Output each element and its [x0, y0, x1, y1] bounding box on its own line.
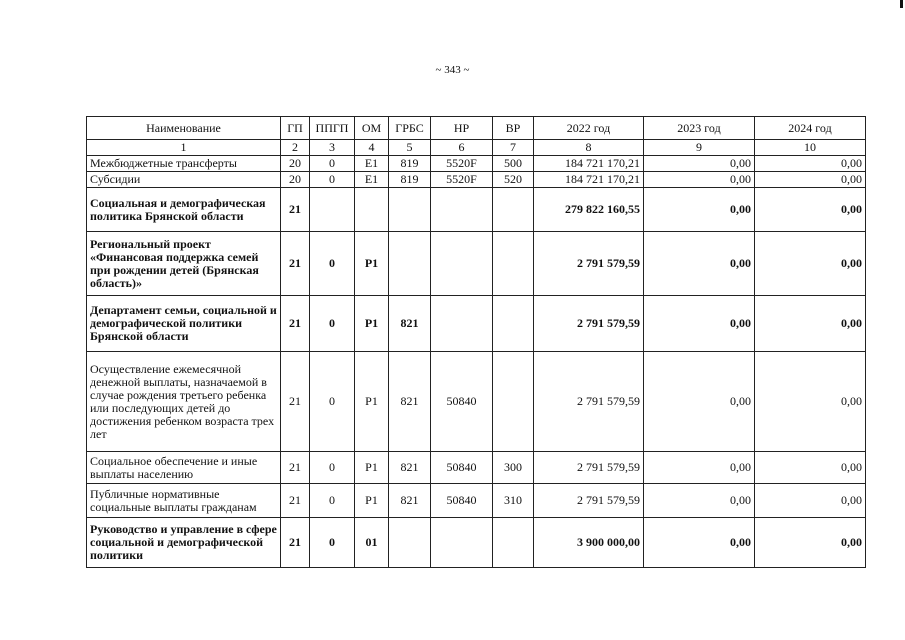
row-name: Региональный проект «Финансовая поддержка семей при рождении детей (Брянская область)» [87, 232, 281, 296]
row-vr: 300 [493, 452, 534, 484]
row-nr: 5520F [431, 156, 493, 172]
page-number: ~ 343 ~ [435, 64, 470, 76]
row-name: Субсидии [87, 172, 281, 188]
row-2022: 279 822 160,55 [534, 188, 644, 232]
row-vr [493, 188, 534, 232]
header-2024: 2024 год [755, 117, 866, 140]
row-name: Социальное обеспечение и иные выплаты населению [87, 452, 281, 484]
row-ppgp: 0 [310, 172, 355, 188]
row-2023: 0,00 [644, 452, 755, 484]
row-2023: 0,00 [644, 232, 755, 296]
table-row [87, 518, 866, 568]
row-2022: 2 791 579,59 [534, 484, 644, 518]
column-number: 5 [389, 140, 431, 156]
column-number: 3 [310, 140, 355, 156]
row-om: P1 [355, 452, 389, 484]
row-vr: 520 [493, 172, 534, 188]
row-nr [431, 296, 493, 352]
row-2022: 184 721 170,21 [534, 172, 644, 188]
table-row [87, 452, 866, 484]
row-grbs: 819 [389, 156, 431, 172]
row-name: Публичные нормативные социальные выплаты гражданам [87, 484, 281, 518]
row-om: P1 [355, 484, 389, 518]
row-2023: 0,00 [644, 296, 755, 352]
row-om: 01 [355, 518, 389, 568]
row-2024: 0,00 [755, 296, 866, 352]
row-gp: 21 [281, 452, 310, 484]
column-number: 6 [431, 140, 493, 156]
header-2022: 2022 год [534, 117, 644, 140]
table-row [87, 172, 866, 188]
row-2023: 0,00 [644, 518, 755, 568]
row-2024: 0,00 [755, 172, 866, 188]
row-2024: 0,00 [755, 518, 866, 568]
column-number: 2 [281, 140, 310, 156]
row-nr: 5520F [431, 172, 493, 188]
header-nr: НР [431, 117, 493, 140]
row-2022: 2 791 579,59 [534, 296, 644, 352]
row-ppgp: 0 [310, 232, 355, 296]
column-number: 7 [493, 140, 534, 156]
row-2024: 0,00 [755, 232, 866, 296]
row-grbs: 819 [389, 172, 431, 188]
budget-table [86, 116, 866, 568]
row-nr [431, 188, 493, 232]
row-ppgp: 0 [310, 296, 355, 352]
row-2023: 0,00 [644, 156, 755, 172]
header-name: Наименование [87, 117, 281, 140]
row-gp: 21 [281, 352, 310, 452]
header-ppgp: ППГП [310, 117, 355, 140]
row-2022: 2 791 579,59 [534, 452, 644, 484]
row-name: Межбюджетные трансферты [87, 156, 281, 172]
header-grbs: ГРБС [389, 117, 431, 140]
row-om: P1 [355, 296, 389, 352]
row-2023: 0,00 [644, 484, 755, 518]
header-gp: ГП [281, 117, 310, 140]
row-2023: 0,00 [644, 352, 755, 452]
row-gp: 21 [281, 518, 310, 568]
table-row [87, 232, 866, 296]
row-ppgp: 0 [310, 452, 355, 484]
row-grbs: 821 [389, 352, 431, 452]
row-2024: 0,00 [755, 188, 866, 232]
table-row [87, 188, 866, 232]
table-row [87, 296, 866, 352]
row-2022: 2 791 579,59 [534, 232, 644, 296]
column-number-row [87, 140, 866, 156]
table-row [87, 156, 866, 172]
row-grbs: 821 [389, 452, 431, 484]
column-number: 4 [355, 140, 389, 156]
row-ppgp: 0 [310, 156, 355, 172]
row-vr: 310 [493, 484, 534, 518]
row-ppgp [310, 188, 355, 232]
row-om: P1 [355, 232, 389, 296]
row-gp: 20 [281, 156, 310, 172]
row-nr [431, 232, 493, 296]
row-om [355, 188, 389, 232]
row-ppgp: 0 [310, 352, 355, 452]
row-grbs [389, 518, 431, 568]
row-om: E1 [355, 172, 389, 188]
row-2024: 0,00 [755, 156, 866, 172]
row-nr: 50840 [431, 452, 493, 484]
column-number: 9 [644, 140, 755, 156]
scan-corner-mark [900, 0, 903, 8]
column-number: 1 [87, 140, 281, 156]
header-vr: ВР [493, 117, 534, 140]
table-row [87, 484, 866, 518]
row-grbs [389, 232, 431, 296]
column-number: 10 [755, 140, 866, 156]
header-om: ОМ [355, 117, 389, 140]
row-ppgp: 0 [310, 484, 355, 518]
row-name: Осуществление ежемесячной денежной выплаты, назначаемой в случае рождения третьего ребенка или последующих детей до достижения ребенком возраста трех лет [87, 352, 281, 452]
row-vr [493, 352, 534, 452]
row-vr [493, 518, 534, 568]
row-gp: 21 [281, 188, 310, 232]
row-nr: 50840 [431, 484, 493, 518]
row-name: Социальная и демографическая политика Брянской области [87, 188, 281, 232]
row-2024: 0,00 [755, 484, 866, 518]
row-gp: 21 [281, 296, 310, 352]
row-ppgp: 0 [310, 518, 355, 568]
row-vr [493, 296, 534, 352]
row-nr: 50840 [431, 352, 493, 452]
row-grbs: 821 [389, 484, 431, 518]
table-row [87, 352, 866, 452]
row-om: P1 [355, 352, 389, 452]
row-2024: 0,00 [755, 352, 866, 452]
row-name: Департамент семьи, социальной и демографической политики Брянской области [87, 296, 281, 352]
row-gp: 21 [281, 484, 310, 518]
row-name: Руководство и управление в сфере социальной и демографической политики [87, 518, 281, 568]
row-2022: 2 791 579,59 [534, 352, 644, 452]
row-2023: 0,00 [644, 172, 755, 188]
row-nr [431, 518, 493, 568]
row-grbs [389, 188, 431, 232]
row-2022: 184 721 170,21 [534, 156, 644, 172]
header-row [87, 117, 866, 140]
row-om: E1 [355, 156, 389, 172]
row-gp: 21 [281, 232, 310, 296]
row-vr: 500 [493, 156, 534, 172]
row-2024: 0,00 [755, 452, 866, 484]
row-vr [493, 232, 534, 296]
header-2023: 2023 год [644, 117, 755, 140]
row-2023: 0,00 [644, 188, 755, 232]
row-gp: 20 [281, 172, 310, 188]
row-grbs: 821 [389, 296, 431, 352]
column-number: 8 [534, 140, 644, 156]
row-2022: 3 900 000,00 [534, 518, 644, 568]
